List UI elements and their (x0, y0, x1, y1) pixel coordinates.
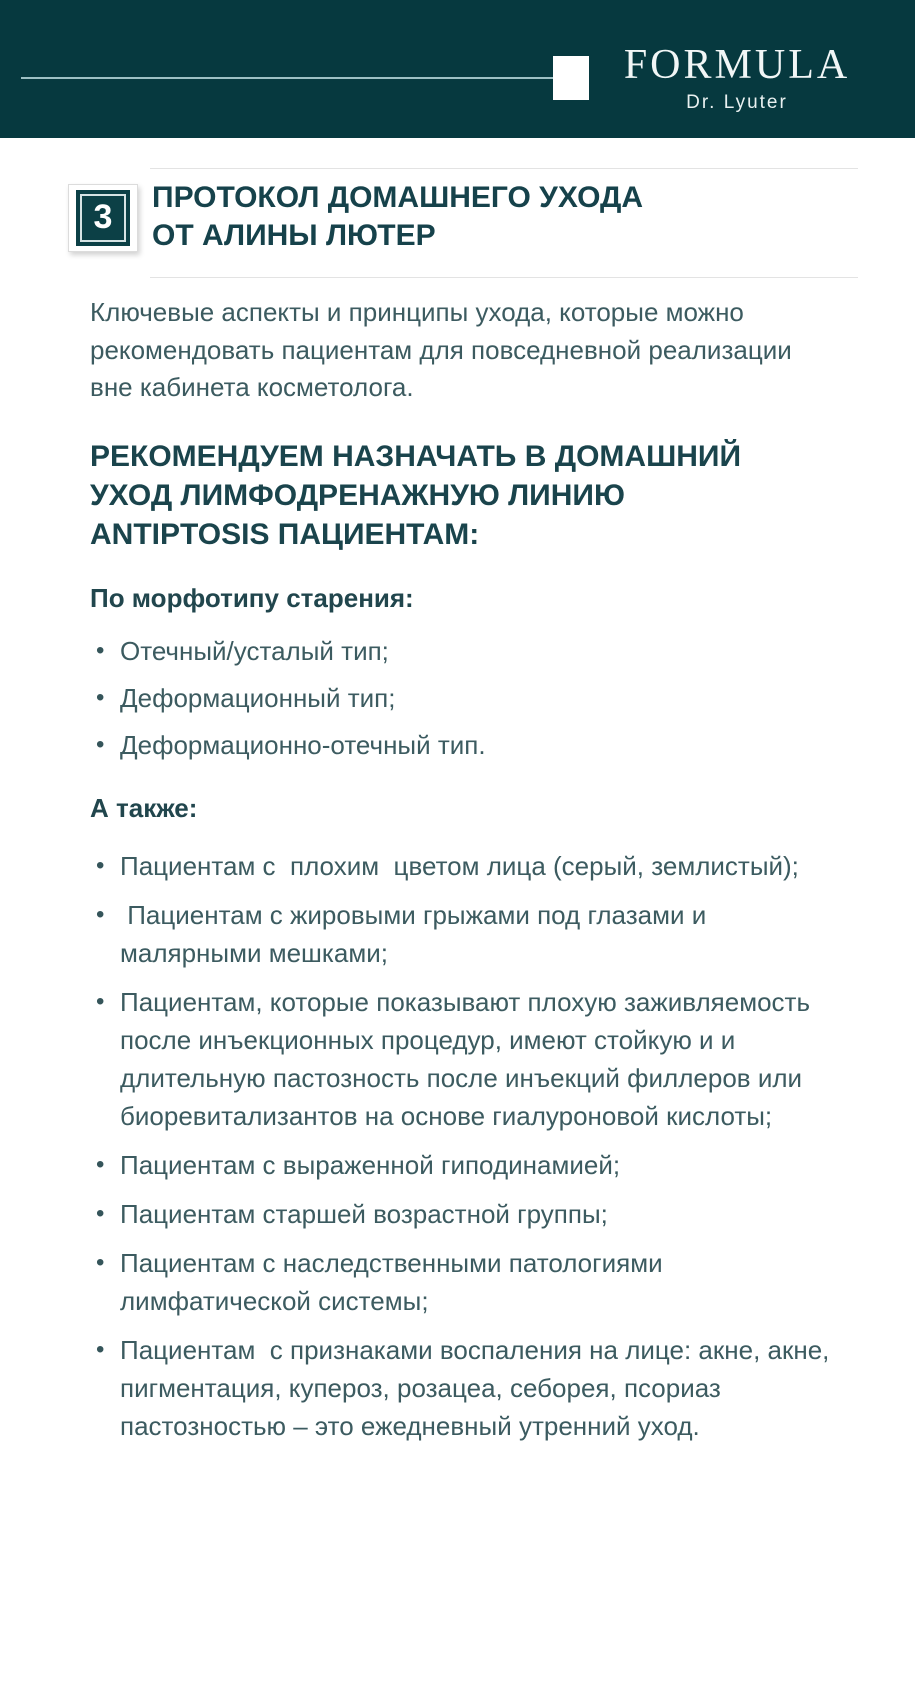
list-item-text: Деформационно-отечный тип. (120, 729, 486, 760)
also-list (90, 847, 858, 1445)
section-number: 3 (93, 198, 113, 237)
list-item-text: Пациентам с наследственными патологиями лимфатической системы; (120, 1248, 670, 1317)
bullet-icon: • (96, 683, 105, 711)
list-item-text: Пациентам с выраженной гиподинамией; (120, 1150, 621, 1181)
section-title (150, 168, 858, 278)
bullet-icon: • (96, 1151, 105, 1179)
brand-logo (612, 42, 862, 114)
list-item-text: Отечный/усталый тип; (120, 635, 389, 666)
bullet-icon: • (96, 988, 105, 1016)
list-item (90, 1195, 858, 1233)
bullet-icon: • (96, 730, 105, 758)
list-item (90, 983, 858, 1135)
list-item (90, 679, 858, 717)
list-item-text: Пациентам с жировыми грыжами под глазами и малярными мешками; (120, 900, 714, 969)
list-item (90, 1146, 858, 1184)
morphotype-heading: По морфотипу старения: (90, 583, 414, 614)
content (0, 168, 915, 1445)
list-item-text: Пациентам старшей возрастной группы; (120, 1199, 608, 1230)
header-rule (21, 77, 554, 79)
morphotype-list (90, 632, 858, 764)
list-item (90, 726, 858, 764)
also-heading: А также: (90, 792, 198, 823)
section-title-line2: ОТ АЛИНЫ ЛЮТЕР (152, 219, 436, 252)
brand-name: FORMULA (623, 42, 851, 88)
bullet-icon: • (96, 1200, 105, 1228)
list-item (90, 632, 858, 670)
list-item-text: Деформационный тип; (120, 682, 396, 713)
bullet-icon: • (96, 636, 105, 664)
header (0, 0, 915, 138)
section-number-box (76, 190, 130, 246)
list-item-text: Пациентам с плохим цветом лица (серый, землистый); (120, 851, 799, 882)
bullet-icon: • (96, 901, 105, 929)
list-item (90, 1331, 858, 1445)
section-number-badge (68, 184, 138, 252)
list-item (90, 1244, 858, 1320)
brand-subtitle: Dr. Lyuter (686, 92, 788, 113)
bullet-icon: • (96, 1336, 105, 1364)
section-title-row (90, 168, 858, 278)
logo-square-icon (553, 56, 589, 100)
list-item (90, 896, 858, 972)
bullet-icon: • (96, 1249, 105, 1277)
recommendation-heading: РЕКОМЕНДУЕМ НАЗНАЧАТЬ В ДОМАШНИЙ УХОД ЛИМФОДРЕНАЖНУЮ ЛИНИЮ ANTIPTOSIS ПАЦИЕНТАМ: (90, 440, 742, 552)
bullet-icon: • (96, 852, 105, 880)
list-item (90, 847, 858, 885)
list-item-text: Пациентам с признаками воспаления на лице: акне, акне, пигментация, купероз, розацеа, себорея, псориаз пастозностью – это ежедневный утренний уход. (120, 1335, 837, 1442)
list-item-text: Пациентам, которые показывают плохую заживляемость после инъекционных процедур, имеют стойкую и и длительную пастозность после инъекций филлеров или биоревитализантов на основе гиалуроновой кислоты; (120, 987, 818, 1132)
section-title-line1: ПРОТОКОЛ ДОМАШНЕГО УХОДА (152, 181, 644, 214)
intro-paragraph: Ключевые аспекты и принципы ухода, которые можно рекомендовать пациентам для повседневной реализации вне кабинета косметолога. (90, 297, 792, 403)
